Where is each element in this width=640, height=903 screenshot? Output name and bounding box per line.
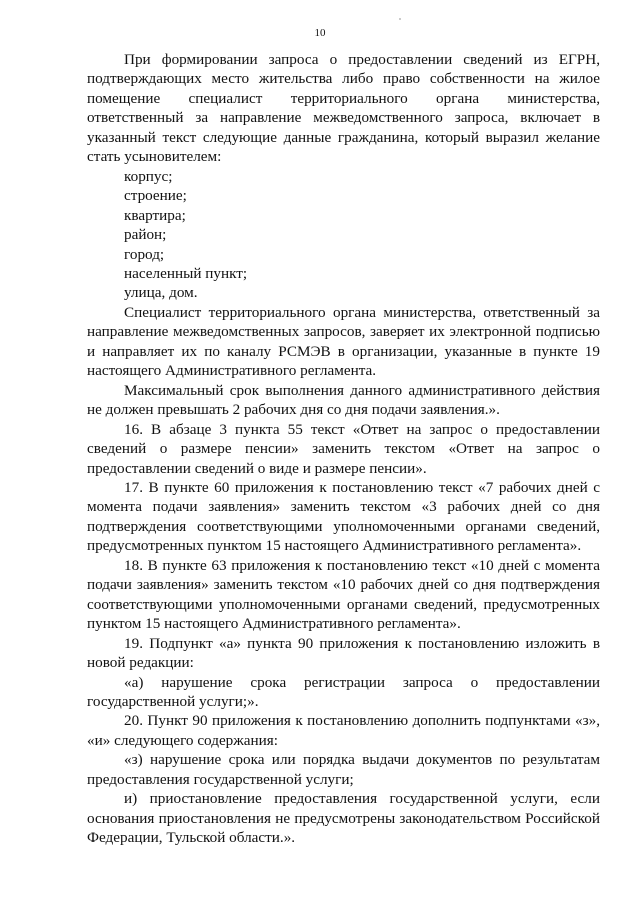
page-number: 10 — [314, 27, 326, 39]
list-item: район; — [124, 226, 167, 244]
list-item: строение; — [124, 187, 187, 205]
list-item: корпус; — [124, 167, 173, 185]
paragraph-subitem-z: «з) нарушение срока или порядка выдачи документов по результатам предоставления государственной услуги; — [87, 751, 600, 788]
paragraph-item-17: 17. В пункте 60 приложения к постановлению текст «7 рабочих дней с момента подачи заявления» заменить текстом «3 рабочих дней со дня подтверждения соответствующими уполномоченными органами сведений, предусмотренных пунктом 15 настоящего Административного регламента». — [87, 478, 600, 555]
paragraph-subitem-i: и) приостановление предоставления государственной услуги, если основания приостановления не предусмотрены законодательством Российской Федерации, Тульской области.». — [87, 790, 600, 847]
scan-speck — [399, 18, 401, 20]
paragraph-item-19: 19. Подпункт «а» пункта 90 приложения к постановлению изложить в новой редакции: — [87, 634, 600, 672]
list-item: квартира; — [124, 206, 186, 224]
paragraph-subitem-a: «а) нарушение срока регистрации запроса о предоставлении государственной услуги;». — [87, 673, 600, 710]
paragraph-max-term: Максимальный срок выполнения данного административного действия не должен превышать 2 рабочих дня со дня подачи заявления.». — [87, 381, 600, 419]
list-item: улица, дом. — [124, 284, 198, 302]
paragraph-item-20: 20. Пункт 90 приложения к постановлению дополнить подпунктами «з», «и» следующего содержания: — [87, 712, 600, 749]
paragraph-specialist: Специалист территориального органа министерства, ответственный за направление межведомственных запросов, заверяет их электронной подписью и направляет их по каналу РСМЭВ в организации, указанные в пункте 19 настоящего Административного регламента. — [87, 303, 600, 380]
document-body — [87, 50, 600, 848]
address-list — [87, 167, 600, 303]
paragraph-intro: При формировании запроса о предоставлении сведений из ЕГРН, подтверждающих место жительства либо право собственности на жилое помещение специалист территориального органа министерства, ответственный за направление межведомственного запроса, включает в указанный текст следующие данные гражданина, который выразил желание стать усыновителем: — [87, 51, 600, 166]
paragraph-item-18: 18. В пункте 63 приложения к постановлению текст «10 дней с момента подачи заявления» заменить текстом «10 рабочих дней со дня подтверждения соответствующими уполномоченными органами сведений, предусмотренных пунктом 15 настоящего Административного регламента». — [87, 556, 600, 633]
list-item: населенный пункт; — [124, 264, 248, 282]
list-item: город; — [124, 245, 165, 263]
paragraph-item-16: 16. В абзаце 3 пункта 55 текст «Ответ на запрос о предоставлении сведений о размере пенсии» заменить текстом «Ответ на запрос о предоставлении сведений о виде и размере пенсии». — [87, 420, 600, 477]
